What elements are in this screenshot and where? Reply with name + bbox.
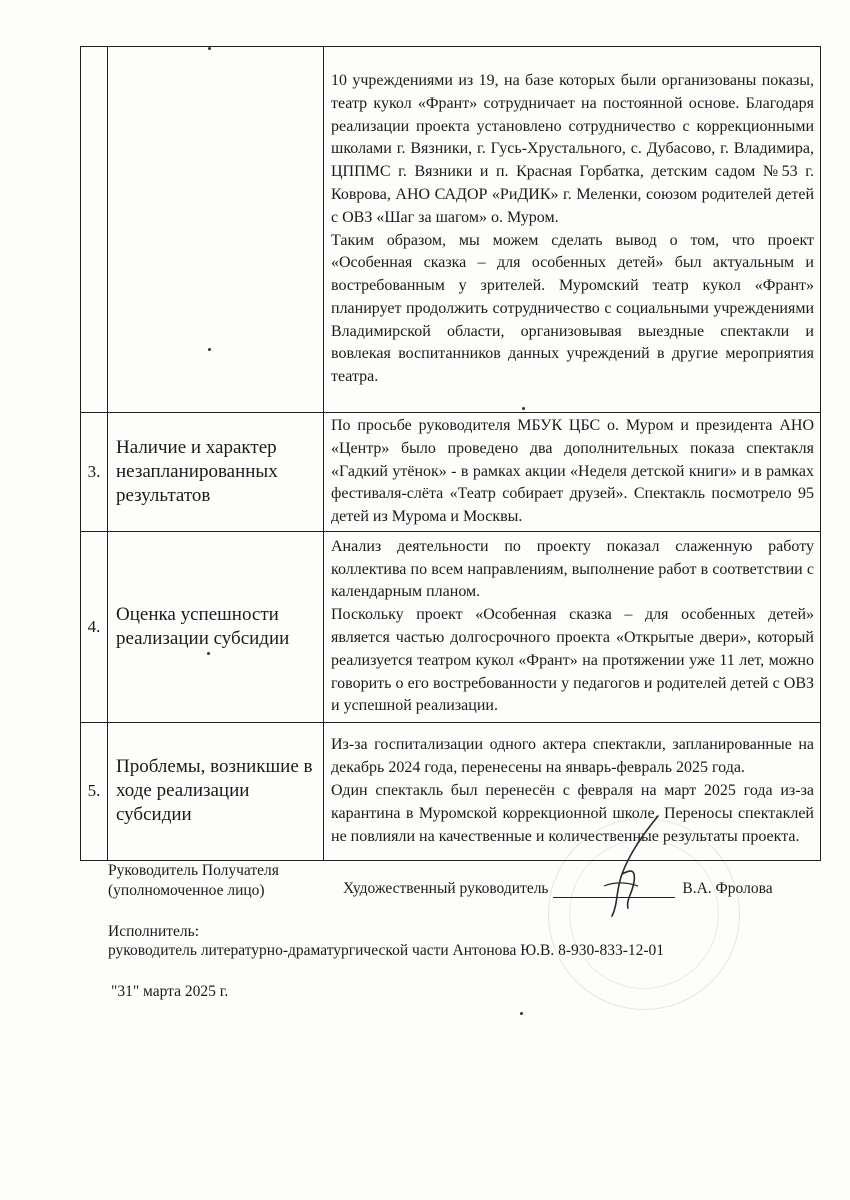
handwritten-signature-icon [590,812,670,922]
row-label: Проблемы, возникшие в ходе реализации субсидии [108,722,324,860]
signature-line [343,880,773,898]
table-row [81,47,821,413]
row-number: 3. [81,413,108,532]
paragraph: По просьбе руководителя МБУК ЦБС о. Муром и президента АНО «Центр» было проведено два дополнительных показа спектакля «Гадкий утёнок» - в рамках акции «Неделя детской книги» и в рамках фестиваля-слёта «Театр собирает друзей». Спектакль посмотрело 95 детей из Мурома и Москвы. [331,417,814,526]
row-label [108,47,324,413]
row-content [324,413,821,532]
paragraph: Таким образом, мы можем сделать вывод о том, что проект «Особенная сказка – для особенных детей» был актуальным и востребованным у зрителей. Муромский театр кукол «Франт» планирует продолжить сотрудничество с социальными учреждениями Владимирской области, организовывая выездные спектакли и вовлекая воспитанников данных учреждений в другие мероприятия театра. [331,231,814,386]
authorized-person: (уполномоченное лицо) [108,882,265,899]
row-label: Наличие и характер незапланированных результатов [108,413,324,532]
row-content [324,531,821,722]
scan-speck [522,407,525,410]
paragraph: Один спектакль был перенесён с февраля на март 2025 года из-за карантина в Муромской коррекционной школе. Переносы спектаклей не повлияли на качественные и количественные результаты проекта. [331,782,814,845]
paragraph: Анализ деятельности по проекту показал слаженную работу коллектива по всем направлениям, выполнение работ в соответствии с календарным планом. [331,537,814,601]
paragraph: Поскольку проект «Особенная сказка – для особенных детей» является частью долгосрочного проекта «Открытые двери», который реализуется театром кукол «Франт» на протяжении уже 11 лет, можно говорить о его востребованности у педагогов и родителей детей с ОВЗ и успешной реализации. [331,606,814,715]
signer-name: В.А. Фролова [682,880,773,897]
scan-speck [208,348,211,351]
row-content [324,47,821,413]
row-content [324,722,821,860]
paragraph: 10 учреждениями из 19, на базе которых были организованы показы, театр кукол «Франт» сотрудничает на постоянной основе. Благодаря реализации проекта установлено сотрудничество с коррекционными школами г. Вязники, г. Гусь-Хрустального, с. Дубасово, г. Владимира, ЦППМС г. Вязники и п. Красная Горбатка, детским садом №53 г. Коврова, АНО САДОР «РиДИК» г. Меленки, союзом родителей детей с ОВЗ «Шаг за шагом» о. Муром. [331,71,814,226]
row-label: Оценка успешности реализации субсидии [108,531,324,722]
recipient-head: Руководитель Получателя [108,862,279,879]
signer-position: Художественный руководитель [343,880,549,897]
report-table [80,46,821,861]
row-number: 5. [81,722,108,860]
executor-label: Исполнитель: [108,923,200,940]
table-row [81,722,821,860]
paragraph: Из-за госпитализации одного актера спектакли, запланированные на декабрь 2024 года, перенесены на январь-февраль 2025 года. [331,736,814,777]
scan-speck [208,47,211,50]
table-row [81,531,821,722]
executor-info: руководитель литературно-драматургической части Антонова Ю.В. 8-930-833-12-01 [108,942,665,959]
document-date: "31" марта 2025 г. [111,983,229,1000]
scan-speck [520,1012,523,1015]
row-number [81,47,108,413]
scan-speck [207,652,210,655]
row-number: 4. [81,531,108,722]
table-row [81,413,821,532]
